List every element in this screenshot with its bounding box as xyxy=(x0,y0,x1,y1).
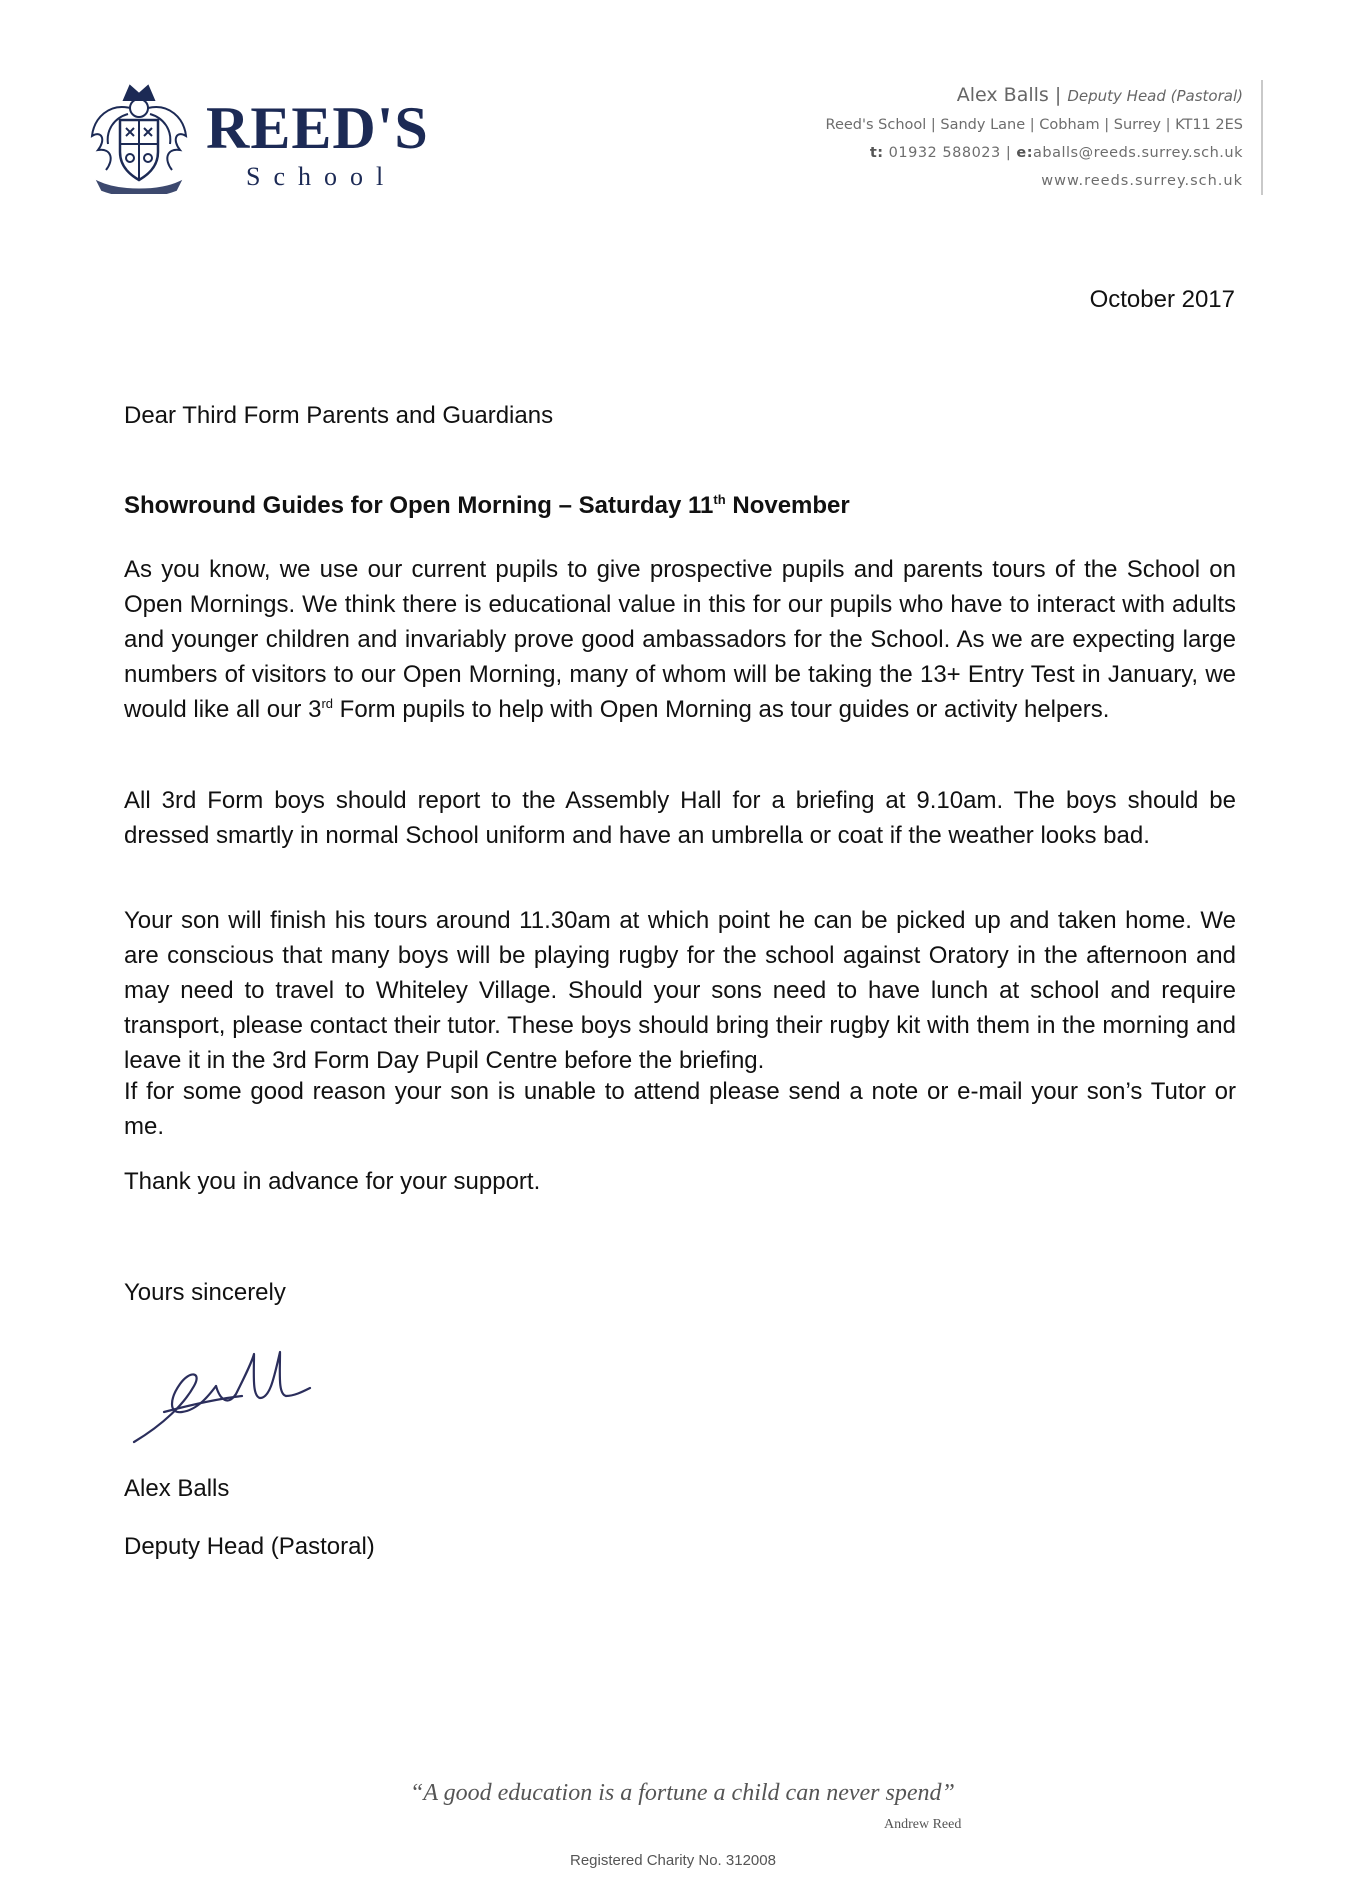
letter-subject xyxy=(124,492,850,520)
school-logo xyxy=(84,76,444,196)
signer-role: Deputy Head (Pastoral) xyxy=(124,1533,375,1560)
contact-block xyxy=(683,80,1263,195)
paragraph-1-text: As you know, we use our current pupils to give prospective pupils and parents tours of the School on Open Mornings. We think there is educational value in this for our pupils who have to interact with adults and younger children and invariably prove good ambassadors for the School. As we are expecting large numbers of visitors to our Open Morning, many of whom will be taking the 13+ Entry Test in January, we would like all our 3 xyxy=(124,556,1236,723)
salutation: Dear Third Form Parents and Guardians xyxy=(124,402,554,429)
contact-name-row xyxy=(683,80,1243,111)
signer-name: Alex Balls xyxy=(124,1475,230,1502)
handwritten-signature xyxy=(124,1334,334,1449)
school-name: REED'S xyxy=(206,95,429,161)
school-crest-icon xyxy=(84,78,194,194)
phone-label: t: xyxy=(869,145,884,161)
website-link[interactable]: www.reeds.surrey.sch.uk xyxy=(1041,173,1243,189)
contact-role: Deputy Head (Pastoral) xyxy=(1067,87,1243,105)
contact-separator: | xyxy=(1054,84,1062,106)
subject-superscript: th xyxy=(713,492,726,507)
subject-text: Showround Guides for Open Morning – Saturday 11 xyxy=(124,492,714,519)
footer-quote-author: Andrew Reed xyxy=(884,1817,962,1832)
subject-text-end: November xyxy=(725,492,850,519)
charity-number: Registered Charity No. 312008 xyxy=(570,1852,776,1869)
footer-quote: “A good education is a fortune a child can never spend” xyxy=(410,1780,955,1806)
school-subtitle: School xyxy=(246,162,397,191)
paragraph-4: If for some good reason your son is unable to attend please send a note or e-mail your son’s Tutor or me. xyxy=(124,1078,1236,1140)
closing: Yours sincerely xyxy=(124,1279,286,1306)
paragraph-3: Your son will finish his tours around 11.30am at which point he can be picked up and taken home. We are conscious that many boys will be playing rugby for the school against Oratory in the afternoon and may need to travel to Whiteley Village. Should your sons need to have lunch at school and require transport, please contact their tutor. These boys should bring their rugby kit with them in the morning and leave it in the 3rd Form Day Pupil Centre before the briefing. xyxy=(124,907,1236,1074)
email-label: e: xyxy=(1016,145,1033,161)
email-address[interactable]: aballs@reeds.surrey.sch.uk xyxy=(1033,145,1243,161)
letter-date: October 2017 xyxy=(1089,286,1235,313)
paragraph-2: All 3rd Form boys should report to the Assembly Hall for a briefing at 9.10am. The boys should be dressed smartly in normal School uniform and have an umbrella or coat if the weather looks bad. xyxy=(124,787,1236,849)
contact-phone-email-row: t: 01932 588023 | e:aballs@reeds.surrey.sch.uk xyxy=(869,145,1243,161)
phone-number: 01932 588023 xyxy=(888,145,1001,161)
paragraph-5: Thank you in advance for your support. xyxy=(124,1168,541,1195)
contact-address: Reed's School | Sandy Lane | Cobham | Surrey | KT11 2ES xyxy=(825,117,1243,133)
paragraph-1 xyxy=(124,552,1236,727)
contact-name: Alex Balls xyxy=(956,84,1049,106)
paragraph-1-text-end: Form pupils to help with Open Morning as tour guides or activity helpers. xyxy=(333,696,1110,723)
paragraph-1-superscript: rd xyxy=(321,696,333,711)
